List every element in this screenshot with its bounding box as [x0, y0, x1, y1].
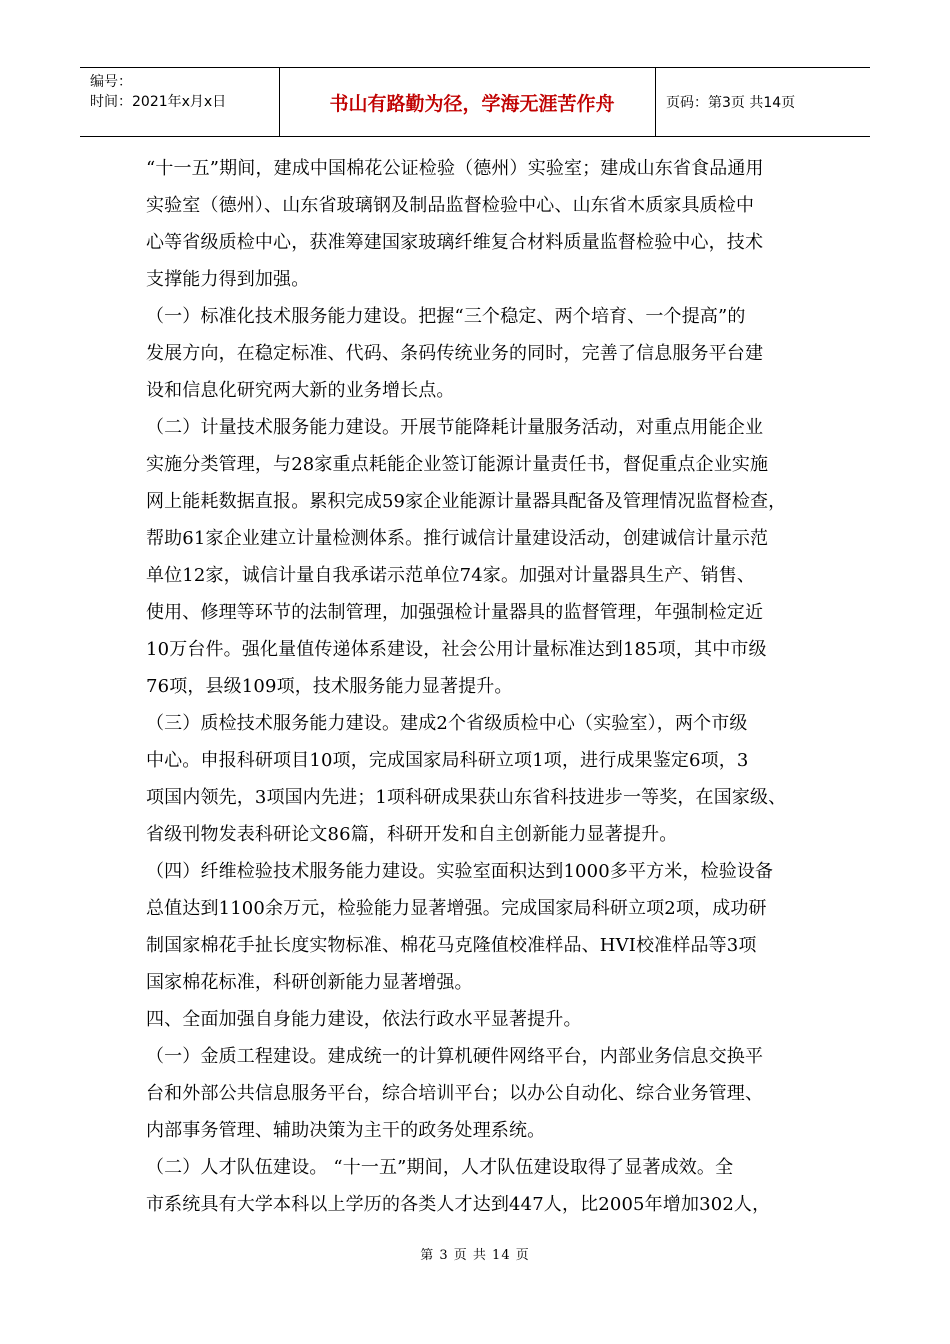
body-line: 支撑能力得到加强。	[146, 269, 310, 290]
body-line: 76项，县级109项，技术服务能力显著提升。	[146, 676, 513, 697]
body-line: 内部事务管理、辅助决策为主干的政务处理系统。	[146, 1120, 546, 1141]
body-line: 市系统具有大学本科以上学历的各类人才达到447人，比2005年增加302人，	[146, 1194, 771, 1215]
body-line: 项国内领先，3项国内先进；1项科研成果获山东省科技进步一等奖，在国家级、	[146, 787, 787, 808]
body-line: （二）人才队伍建设。 “十一五”期间，人才队伍建设取得了显著成效。全	[146, 1157, 734, 1178]
body-line: “十一五”期间，建成中国棉花公证检验（德州）实验室；建成山东省食品通用	[146, 158, 764, 179]
document-body	[146, 150, 818, 1223]
body-line: 四、全面加强自身能力建设，依法行政水平显著提升。	[146, 1009, 582, 1030]
body-line: （四）纤维检验技术服务能力建设。实验室面积达到1000多平方米，检验设备	[146, 861, 774, 882]
page-header	[80, 67, 870, 137]
body-line: 使用、修理等环节的法制管理，加强强检计量器具的监督管理，年强制检定近	[146, 602, 764, 623]
doc-number-label: 编号：	[90, 74, 132, 90]
body-line: 网上能耗数据直报。累积完成59家企业能源计量器具配备及管理情况监督检查，	[146, 491, 787, 512]
body-line: 单位12家，诚信计量自我承诺示范单位74家。加强对计量器具生产、销售、	[146, 565, 756, 586]
body-line: （一）金质工程建设。建成统一的计算机硬件网络平台，内部业务信息交换平	[146, 1046, 764, 1067]
body-line: （三）质检技术服务能力建设。建成2个省级质检中心（实验室），两个市级	[146, 713, 748, 734]
header-divider-left	[279, 68, 280, 136]
header-meta	[90, 72, 226, 112]
body-line: 心等省级质检中心，获准筹建国家玻璃纤维复合材料质量监督检验中心，技术	[146, 232, 764, 253]
body-line: 实施分类管理，与28家重点耗能企业签订能源计量责任书，督促重点企业实施	[146, 454, 769, 475]
header-motto: 书山有路勤为径，学海无涯苦作舟	[329, 92, 615, 115]
body-line: 国家棉花标准，科研创新能力显著增强。	[146, 972, 473, 993]
body-line: 实验室（德州）、山东省玻璃钢及制品监督检验中心、山东省木质家具质检中	[146, 195, 755, 216]
body-line: 10万台件。强化量值传递体系建设，社会公用计量标准达到185项，其中市级	[146, 639, 767, 660]
body-line: （一）标准化技术服务能力建设。把握“三个稳定、两个培育、一个提高”的	[146, 306, 746, 327]
body-line: 省级刊物发表科研论文86篇，科研开发和自主创新能力显著提升。	[146, 824, 678, 845]
body-line: 发展方向，在稳定标准、代码、条码传统业务的同时，完善了信息服务平台建	[146, 343, 764, 364]
body-line: 台和外部公共信息服务平台，综合培训平台；以办公自动化、综合业务管理、	[146, 1083, 764, 1104]
body-line: 帮助61家企业建立计量检测体系。推行诚信计量建设活动，创建诚信计量示范	[146, 528, 769, 549]
date-label: 时间：2021年x月x日	[90, 94, 227, 110]
body-line: 中心。申报科研项目10项，完成国家局科研立项1项，进行成果鉴定6项，3	[146, 750, 749, 771]
body-line: 总值达到1100余万元，检验能力显著增强。完成国家局科研立项2项，成功研	[146, 898, 767, 919]
body-line: 设和信息化研究两大新的业务增长点。	[146, 380, 455, 401]
body-line: （二）计量技术服务能力建设。开展节能降耗计量服务活动，对重点用能企业	[146, 417, 764, 438]
header-page-info: 页码：第3页 共14页	[666, 95, 796, 111]
page-footer: 第 3 页 共 14 页	[420, 1248, 530, 1263]
body-line: 制国家棉花手扯长度实物标准、棉花马克隆值校准样品、HVI校准样品等3项	[146, 935, 757, 956]
